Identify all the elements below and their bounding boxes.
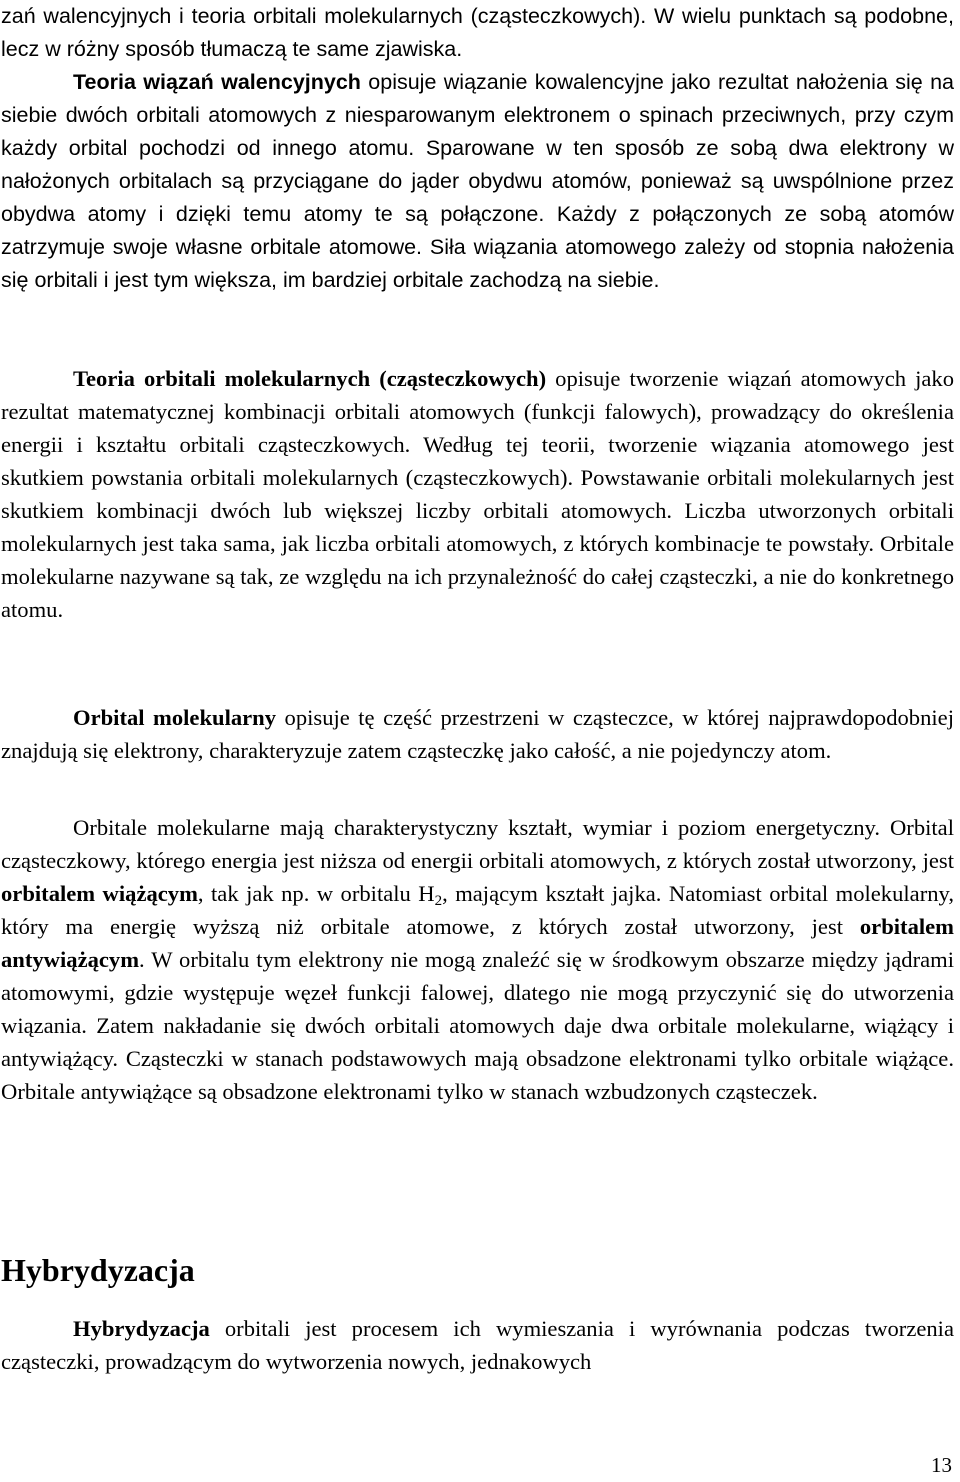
paragraph-text: , tak jak np. w orbitalu H [197, 881, 435, 906]
term-molecular-orbital: Orbital molekularny [73, 705, 277, 730]
paragraph-intro-continued [1, 0, 954, 66]
paragraph-text: opisuje tworzenie wiązań atomowych jako rezultat matematycznej kombinacji orbitali atomowych (funkcji falowych), prowadzący do określenia energii i kształtu orbitali cząsteczkowych. Według tej teorii, tworzenie wiązania atomowego jest skutkiem powstania orbitali molekularnych (cząsteczkowych). Powstawanie orbitali molekularnych jest skutkiem kombinacji dwóch lub większej liczby orbitali atomowych. Liczba utworzonych orbitali molekularnych jest taka sama, jak liczba orbitali atomowych, z których kombinacje te powstały. Orbitale molekularne nazywane są tak, ze względu na ich przynależność do całej cząsteczki, a nie do konkretnego atomu. [1, 366, 954, 622]
subscript-2: 2 [434, 893, 443, 909]
paragraph-text: opisuje tę część przestrzeni w cząsteczce, w której najprawdopodobniej znajdują się elektrony, charakteryzuje zatem cząsteczkę jako całość, a nie pojedynczy atom. [1, 705, 954, 763]
term-molecular-orbital-theory: Teoria orbitali molekularnych (cząsteczkowych) [73, 366, 547, 391]
term-valence-bond-theory: Teoria wiązań walencyjnych [73, 70, 361, 94]
section-heading-hybridization: Hybrydyzacja [1, 1252, 195, 1288]
paragraph-hybridization [1, 1312, 954, 1378]
term-bonding-orbital: orbitalem wiążącym [1, 881, 198, 906]
paragraph-text: orbitali jest procesem ich wymieszania i wyrównania podczas tworzenia cząsteczki, prowadzącym do wytworzenia nowych, jednakowych [1, 1316, 954, 1374]
term-hybridization: Hybrydyzacja [73, 1316, 210, 1341]
paragraph-bonding-antibonding [1, 811, 954, 1108]
paragraph-text: opisuje wiązanie kowalencyjne jako rezultat nałożenia się na siebie dwóch orbitali atomowych z niesparowanym elektronem o spinach przeciwnych, przy czym każdy orbital pochodzi od innego atomu. Sparowane w ten sposób ze sobą dwa elektrony w nałożonych orbitalach są przyciągane do jąder obydwu atomów, ponieważ są uwspólnione przez obydwa atomy i dzięki temu atomy te są połączone. Każdy z połączonych ze sobą atomów zatrzymuje swoje własne orbitale atomowe. Siła wiązania atomowego zależy od stopnia nałożenia się orbitali i jest tym większa, im bardziej orbitale zachodzą na siebie. [1, 70, 954, 292]
paragraph-molecular-orbital-theory [1, 362, 954, 626]
paragraph-molecular-orbital [1, 701, 954, 767]
term-antibonding-orbital: orbitalem antywiążącym [1, 914, 954, 972]
paragraph-text: . W orbitalu tym elektrony nie mogą znaleźć się w środkowym obszarze między jądrami atomowymi, gdzie występuje węzeł funkcji falowej, dlatego nie mogą przyczynić się do utworzenia wiązania. Zatem nakładanie się dwóch orbitali atomowych daje dwa orbitale molekularne, wiążący i antywiążący. Cząsteczki w stanach podstawowych mają obsadzone elektronami tylko orbitale wiążące. Orbitale antywiążące są obsadzone elektronami tylko w stanach wzbudzonych cząsteczek. [1, 947, 954, 1104]
paragraph-text: Orbitale molekularne mają charakterystyczny kształt, wymiar i poziom energetyczny. Orbital cząsteczkowy, którego energia jest niższa od energii orbitali atomowych, z których został utworzony, jest [1, 815, 954, 873]
paragraph-valence-bond-theory [1, 66, 954, 297]
paragraph-text: , mającym kształt jajka. Natomiast orbital molekularny, który ma energię wyższą niż orbitale atomowe, z których został utworzony, jest [1, 881, 954, 939]
paragraph-text: zań walencyjnych i teoria orbitali molekularnych (cząsteczkowych). W wielu punktach są podobne, lecz w różny sposób tłumaczą te same zjawiska. [1, 4, 954, 61]
page-number: 13 [931, 1453, 952, 1477]
